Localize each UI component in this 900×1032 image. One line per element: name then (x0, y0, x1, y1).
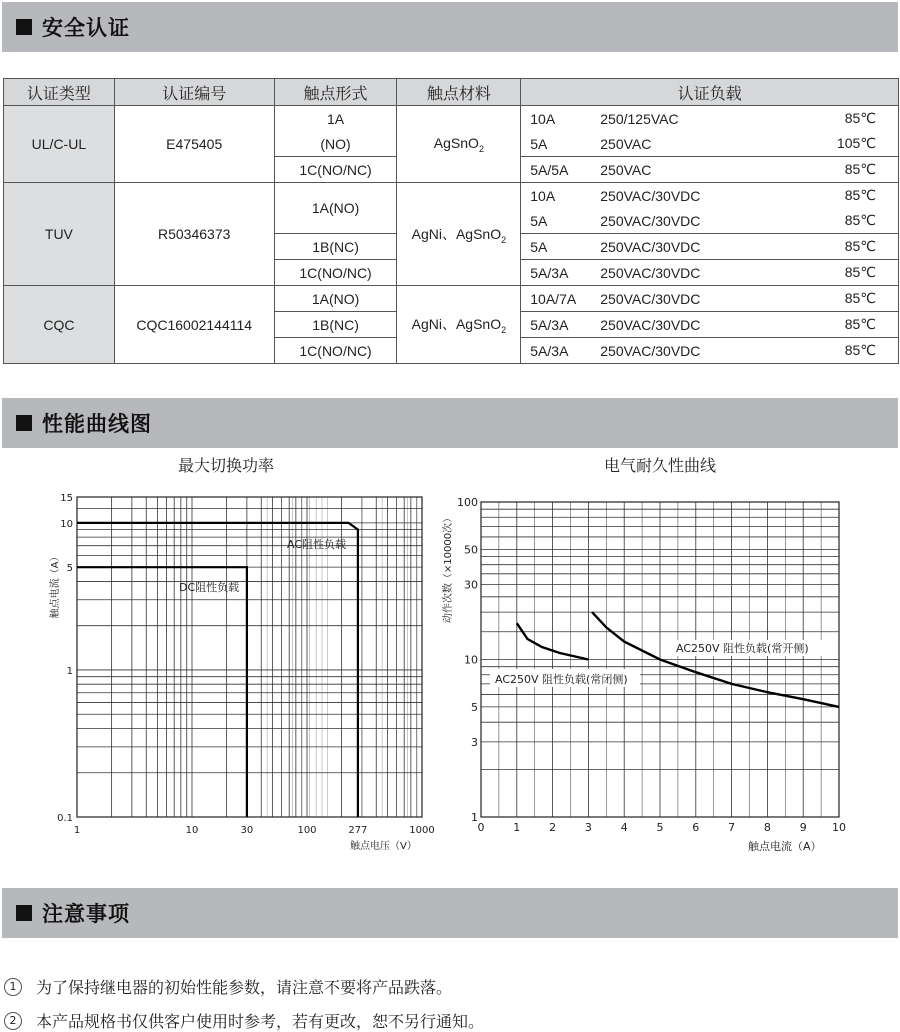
series-label-dc: DC阻性负载 (179, 581, 240, 594)
load-cell: 5A/3A 250VAC/30VDC 85℃ (521, 312, 899, 338)
y-tick-label: 30 (464, 578, 478, 592)
header-cert-type: 认证类型 (4, 79, 115, 106)
x-tick-label: 100 (297, 825, 317, 836)
load-cell: 5A/3A 250VAC/30VDC 85℃ (521, 338, 899, 364)
y-axis-label: 触点电流（A） (50, 551, 61, 619)
section-title: 安全认证 (42, 16, 130, 40)
header-cert-number: 认证编号 (114, 79, 274, 106)
y-tick-label: 1 (66, 665, 73, 677)
x-tick-label: 7 (728, 821, 736, 834)
load-cell: 5A 250VAC 105℃ (521, 131, 899, 157)
y-tick-label: 1 (471, 811, 478, 824)
load-cell: 5A 250VAC/30VDC 85℃ (521, 208, 899, 234)
cert-number-cell: R50346373 (114, 183, 274, 286)
x-tick-label: 277 (348, 825, 368, 836)
load-cell: 5A/5A 250VAC 85℃ (521, 157, 899, 183)
plot-frame (77, 497, 422, 817)
header-contact-material: 触点材料 (397, 79, 521, 106)
cert-type-cell: CQC (4, 286, 115, 364)
x-tick-label: 1 (73, 825, 81, 836)
series-label-nc: AC250V 阻性负载(常闭侧) (495, 673, 628, 686)
x-tick-label: 9 (799, 821, 807, 834)
contact-form-cell: (NO) (274, 131, 397, 157)
section-title: 性能曲线图 (42, 412, 152, 436)
y-tick-label: 15 (60, 493, 73, 504)
x-tick-label: 6 (692, 821, 700, 834)
y-axis-label: 动作次数（×10000次） (443, 512, 454, 624)
y-tick-label: 5 (471, 700, 478, 714)
header-contact-form: 触点形式 (274, 79, 397, 106)
series-line-dc (77, 567, 247, 817)
y-tick-label: 5 (66, 563, 73, 575)
note-number-icon: 1 (4, 978, 22, 996)
x-tick-label: 30 (240, 825, 254, 836)
series-label-no: AC250V 阻性负载(常开侧) (676, 642, 809, 655)
y-tick-label: 50 (464, 543, 478, 557)
contact-material-cell: AgSnO$_2$ (397, 106, 521, 183)
y-tick-label: 0.1 (57, 813, 73, 824)
x-tick-label: 4 (620, 821, 628, 834)
x-tick-label: 10 (832, 821, 846, 834)
load-cell: 5A/3A 250VAC/30VDC 85℃ (521, 260, 899, 286)
cert-number-cell: E475405 (114, 106, 274, 183)
cert-number-cell: CQC16002144114 (114, 286, 274, 364)
section-header-notes (2, 888, 898, 938)
y-tick-label: 100 (457, 496, 478, 509)
contact-form-cell: 1C(NO/NC) (274, 338, 397, 364)
y-tick-label: 3 (471, 735, 478, 749)
x-tick-label: 8 (763, 821, 771, 834)
x-tick-label: 5 (656, 821, 664, 834)
x-axis-label: 触点电压（V） (350, 841, 417, 852)
contact-form-cell: 1B(NC) (274, 234, 397, 260)
series-label-ac: AC阻性负载 (287, 538, 347, 551)
x-tick-label: 0 (477, 821, 485, 834)
y-tick-label: 10 (60, 518, 73, 530)
note-text: 本产品规格书仅供客户使用时参考，若有更改，恕不另行通知。 (36, 1012, 485, 1031)
contact-form-cell: 1A(NO) (274, 286, 397, 312)
load-cell: 10A 250/125VAC 85℃ (521, 106, 899, 132)
header-cert-load: 认证负载 (521, 79, 899, 106)
x-tick-label: 10 (185, 825, 199, 836)
contact-material-cell: AgNi、AgSnO$_2$ (397, 286, 521, 364)
x-tick-label: 1000 (409, 825, 435, 836)
load-cell: 10A/7A 250VAC/30VDC 85℃ (521, 286, 899, 312)
contact-form-cell: 1A(NO) (274, 183, 397, 234)
contact-form-cell: 1B(NC) (274, 312, 397, 338)
x-tick-label: 1 (513, 821, 521, 834)
x-tick-label: 2 (549, 821, 557, 834)
x-tick-label: 3 (584, 821, 592, 834)
note-item (4, 975, 452, 998)
chart-title-endurance: 电气耐久性曲线 (604, 456, 717, 475)
load-cell: 10A 250VAC/30VDC 85℃ (521, 183, 899, 209)
note-number-icon: 2 (4, 1012, 22, 1030)
chart-title-switching-power: 最大切换功率 (178, 456, 275, 475)
contact-material-cell: AgNi、AgSnO$_2$ (397, 183, 521, 286)
cert-type-cell: TUV (4, 183, 115, 286)
note-item (4, 1009, 484, 1032)
contact-form-cell: 1A (274, 106, 397, 132)
note-text: 为了保持继电器的初始性能参数，请注意不要将产品跌落。 (36, 978, 453, 997)
y-tick-label: 10 (464, 653, 478, 667)
contact-form-cell: 1C(NO/NC) (274, 260, 397, 286)
section-title: 注意事项 (42, 902, 130, 926)
load-cell: 5A 250VAC/30VDC 85℃ (521, 234, 899, 260)
square-bullet-icon (16, 905, 32, 921)
contact-form-cell: 1C(NO/NC) (274, 157, 397, 183)
x-axis-label: 触点电流（A） (748, 840, 822, 853)
cert-type-cell: UL/C-UL (4, 106, 115, 183)
